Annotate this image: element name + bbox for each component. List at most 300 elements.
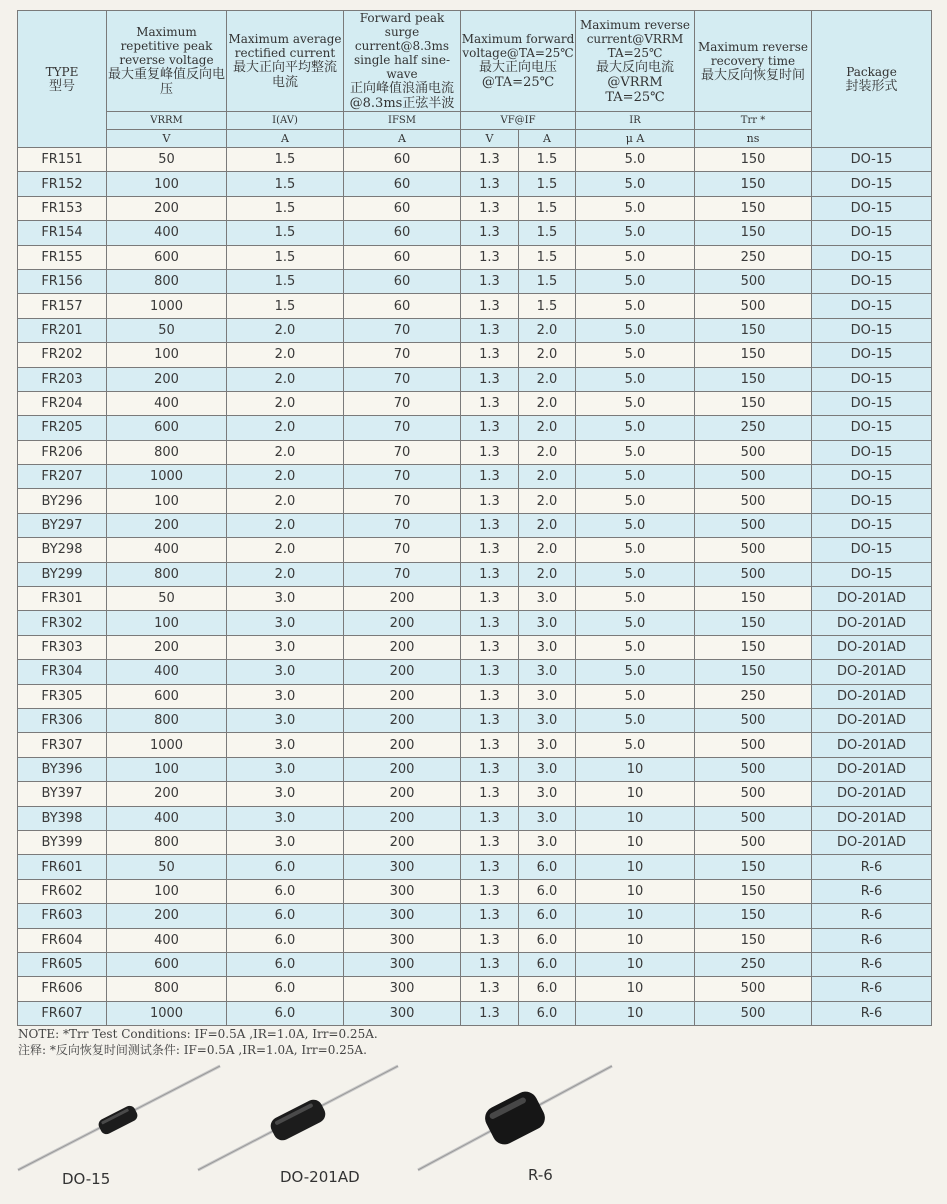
cell-vf: 1.3 <box>461 830 519 854</box>
cell-trr: 150 <box>695 343 812 367</box>
cell-vrrm: 200 <box>107 367 227 391</box>
cell-vf: 1.3 <box>461 855 519 879</box>
cell-iav: 3.0 <box>227 708 344 732</box>
unit-vrrm: V <box>107 130 227 148</box>
cell-trr: 250 <box>695 416 812 440</box>
table-row <box>18 879 932 903</box>
cell-iav: 1.5 <box>227 172 344 196</box>
symbol-iav: I(AV) <box>227 112 344 130</box>
cell-ir: 10 <box>576 855 695 879</box>
cell-ir: 5.0 <box>576 465 695 489</box>
cell-if: 1.5 <box>519 269 576 293</box>
cell-iav: 3.0 <box>227 782 344 806</box>
cell-vf: 1.3 <box>461 611 519 635</box>
cell-ir: 5.0 <box>576 196 695 220</box>
cell-vrrm: 200 <box>107 196 227 220</box>
table-row <box>18 538 932 562</box>
cell-trr: 150 <box>695 148 812 172</box>
cell-type: FR305 <box>18 684 107 708</box>
cell-type: FR301 <box>18 587 107 611</box>
cell-type: BY299 <box>18 562 107 586</box>
cell-ir: 10 <box>576 952 695 976</box>
cell-vf: 1.3 <box>461 782 519 806</box>
cell-if: 1.5 <box>519 221 576 245</box>
cell-if: 3.0 <box>519 757 576 781</box>
cell-trr: 250 <box>695 245 812 269</box>
cell-vf: 1.3 <box>461 757 519 781</box>
spec-table-body <box>18 148 932 1026</box>
cell-ifsm: 300 <box>344 879 461 903</box>
cell-package: DO-15 <box>812 269 932 293</box>
cell-ifsm: 70 <box>344 416 461 440</box>
table-row <box>18 587 932 611</box>
cell-iav: 2.0 <box>227 367 344 391</box>
table-row <box>18 221 932 245</box>
cell-trr: 500 <box>695 562 812 586</box>
table-row <box>18 513 932 537</box>
cell-type: FR204 <box>18 391 107 415</box>
table-row <box>18 269 932 293</box>
cell-type: FR602 <box>18 879 107 903</box>
cell-vrrm: 50 <box>107 855 227 879</box>
cell-vf: 1.3 <box>461 148 519 172</box>
cell-ir: 5.0 <box>576 733 695 757</box>
cell-vf: 1.3 <box>461 367 519 391</box>
table-row <box>18 977 932 1001</box>
cell-package: DO-201AD <box>812 782 932 806</box>
cell-if: 6.0 <box>519 904 576 928</box>
cell-iav: 3.0 <box>227 806 344 830</box>
cell-package: DO-201AD <box>812 587 932 611</box>
cell-iav: 6.0 <box>227 879 344 903</box>
cell-iav: 3.0 <box>227 660 344 684</box>
cell-if: 6.0 <box>519 977 576 1001</box>
cell-ir: 10 <box>576 977 695 1001</box>
cell-trr: 150 <box>695 928 812 952</box>
unit-vf: V <box>461 130 519 148</box>
do201ad-label: DO-201AD <box>280 1168 360 1186</box>
table-row <box>18 562 932 586</box>
cell-trr: 500 <box>695 733 812 757</box>
cell-vf: 1.3 <box>461 635 519 659</box>
cell-vf: 1.3 <box>461 391 519 415</box>
cell-package: DO-15 <box>812 343 932 367</box>
cell-package: DO-201AD <box>812 733 932 757</box>
cell-type: FR151 <box>18 148 107 172</box>
cell-ir: 5.0 <box>576 416 695 440</box>
cell-package: DO-15 <box>812 294 932 318</box>
cell-trr: 500 <box>695 757 812 781</box>
cell-type: FR303 <box>18 635 107 659</box>
cell-type: BY396 <box>18 757 107 781</box>
cell-iav: 2.0 <box>227 465 344 489</box>
table-row <box>18 465 932 489</box>
header-vf: Maximum forward voltage@TA=25℃ 最大正向电压@TA=25℃ <box>461 11 576 112</box>
cell-ir: 5.0 <box>576 587 695 611</box>
cell-vf: 1.3 <box>461 416 519 440</box>
cell-iav: 2.0 <box>227 416 344 440</box>
cell-type: FR153 <box>18 196 107 220</box>
cell-package: DO-15 <box>812 148 932 172</box>
cell-ir: 5.0 <box>576 635 695 659</box>
cell-vf: 1.3 <box>461 513 519 537</box>
cell-package: R-6 <box>812 1001 932 1025</box>
cell-type: FR606 <box>18 977 107 1001</box>
cell-vf: 1.3 <box>461 465 519 489</box>
cell-iav: 6.0 <box>227 977 344 1001</box>
cell-vf: 1.3 <box>461 733 519 757</box>
cell-vf: 1.3 <box>461 172 519 196</box>
cell-ifsm: 70 <box>344 343 461 367</box>
cell-vrrm: 100 <box>107 172 227 196</box>
cell-iav: 3.0 <box>227 830 344 854</box>
cell-ir: 5.0 <box>576 391 695 415</box>
cell-vf: 1.3 <box>461 660 519 684</box>
cell-vrrm: 600 <box>107 952 227 976</box>
notes <box>18 1026 378 1058</box>
cell-package: DO-15 <box>812 465 932 489</box>
table-row <box>18 708 932 732</box>
cell-ifsm: 200 <box>344 806 461 830</box>
cell-trr: 150 <box>695 635 812 659</box>
r6-label: R-6 <box>528 1166 553 1184</box>
cell-vf: 1.3 <box>461 294 519 318</box>
cell-vrrm: 100 <box>107 611 227 635</box>
cell-vf: 1.3 <box>461 538 519 562</box>
cell-if: 2.0 <box>519 367 576 391</box>
cell-iav: 6.0 <box>227 1001 344 1025</box>
cell-trr: 500 <box>695 806 812 830</box>
cell-ir: 5.0 <box>576 367 695 391</box>
cell-vrrm: 800 <box>107 562 227 586</box>
cell-ifsm: 60 <box>344 172 461 196</box>
cell-vrrm: 200 <box>107 782 227 806</box>
cell-trr: 150 <box>695 904 812 928</box>
cell-ifsm: 60 <box>344 294 461 318</box>
cell-package: DO-201AD <box>812 660 932 684</box>
cell-vrrm: 200 <box>107 635 227 659</box>
cell-trr: 500 <box>695 465 812 489</box>
cell-trr: 500 <box>695 440 812 464</box>
cell-package: DO-15 <box>812 513 932 537</box>
cell-ifsm: 200 <box>344 757 461 781</box>
note-en: NOTE: *Trr Test Conditions: IF=0.5A ,IR=1.0A, Irr=0.25A. <box>18 1027 378 1041</box>
cell-ifsm: 70 <box>344 538 461 562</box>
cell-package: DO-15 <box>812 318 932 342</box>
table-row <box>18 855 932 879</box>
note-cn: 注释: *反向恢复时间测试条件: IF=0.5A ,IR=1.0A, Irr=0.25A. <box>18 1043 367 1057</box>
table-row <box>18 660 932 684</box>
cell-iav: 6.0 <box>227 855 344 879</box>
table-row <box>18 611 932 635</box>
cell-vrrm: 200 <box>107 904 227 928</box>
cell-vrrm: 400 <box>107 391 227 415</box>
cell-iav: 2.0 <box>227 440 344 464</box>
table-row <box>18 416 932 440</box>
table-row <box>18 196 932 220</box>
cell-iav: 2.0 <box>227 538 344 562</box>
cell-ir: 10 <box>576 928 695 952</box>
cell-trr: 500 <box>695 538 812 562</box>
cell-ifsm: 70 <box>344 367 461 391</box>
unit-ifsm: A <box>344 130 461 148</box>
cell-vf: 1.3 <box>461 928 519 952</box>
header-trr: Maximum reverse recovery time 最大反向恢复时间 <box>695 11 812 112</box>
cell-ifsm: 60 <box>344 196 461 220</box>
cell-package: DO-15 <box>812 245 932 269</box>
cell-package: DO-15 <box>812 172 932 196</box>
cell-ifsm: 300 <box>344 928 461 952</box>
cell-ifsm: 60 <box>344 148 461 172</box>
cell-vrrm: 400 <box>107 928 227 952</box>
symbol-trr: Trr * <box>695 112 812 130</box>
symbol-vrrm: VRRM <box>107 112 227 130</box>
cell-iav: 2.0 <box>227 318 344 342</box>
package-illustrations <box>0 1058 947 1200</box>
cell-trr: 500 <box>695 269 812 293</box>
cell-if: 2.0 <box>519 465 576 489</box>
cell-ir: 5.0 <box>576 684 695 708</box>
cell-if: 2.0 <box>519 489 576 513</box>
cell-trr: 150 <box>695 855 812 879</box>
cell-package: DO-15 <box>812 562 932 586</box>
cell-package: DO-201AD <box>812 806 932 830</box>
cell-package: DO-201AD <box>812 708 932 732</box>
cell-vrrm: 600 <box>107 245 227 269</box>
cell-ir: 5.0 <box>576 343 695 367</box>
cell-ir: 5.0 <box>576 245 695 269</box>
cell-ir: 5.0 <box>576 513 695 537</box>
cell-package: DO-201AD <box>812 830 932 854</box>
cell-if: 2.0 <box>519 391 576 415</box>
table-row <box>18 294 932 318</box>
table-row <box>18 806 932 830</box>
cell-iav: 3.0 <box>227 684 344 708</box>
cell-ir: 5.0 <box>576 489 695 513</box>
cell-trr: 500 <box>695 489 812 513</box>
cell-type: FR202 <box>18 343 107 367</box>
cell-vf: 1.3 <box>461 562 519 586</box>
cell-vrrm: 800 <box>107 269 227 293</box>
do15-label: DO-15 <box>62 1170 111 1188</box>
cell-if: 3.0 <box>519 611 576 635</box>
cell-type: FR605 <box>18 952 107 976</box>
cell-vf: 1.3 <box>461 269 519 293</box>
cell-vrrm: 400 <box>107 538 227 562</box>
table-row <box>18 733 932 757</box>
cell-if: 3.0 <box>519 733 576 757</box>
cell-ir: 10 <box>576 1001 695 1025</box>
cell-ifsm: 60 <box>344 221 461 245</box>
cell-ifsm: 200 <box>344 684 461 708</box>
table-row <box>18 367 932 391</box>
table-row <box>18 904 932 928</box>
cell-trr: 150 <box>695 196 812 220</box>
cell-vrrm: 200 <box>107 513 227 537</box>
cell-iav: 6.0 <box>227 952 344 976</box>
cell-package: DO-15 <box>812 367 932 391</box>
cell-vf: 1.3 <box>461 440 519 464</box>
cell-trr: 150 <box>695 318 812 342</box>
cell-ir: 10 <box>576 879 695 903</box>
cell-trr: 500 <box>695 513 812 537</box>
cell-vrrm: 1000 <box>107 733 227 757</box>
cell-vf: 1.3 <box>461 952 519 976</box>
cell-ifsm: 300 <box>344 1001 461 1025</box>
cell-ifsm: 200 <box>344 587 461 611</box>
cell-iav: 3.0 <box>227 611 344 635</box>
cell-if: 2.0 <box>519 562 576 586</box>
cell-iav: 1.5 <box>227 269 344 293</box>
header-iav: Maximum average rectified current 最大正向平均整流电流 <box>227 11 344 112</box>
cell-type: FR156 <box>18 269 107 293</box>
cell-if: 3.0 <box>519 660 576 684</box>
cell-type: FR604 <box>18 928 107 952</box>
table-row <box>18 489 932 513</box>
cell-ifsm: 200 <box>344 733 461 757</box>
table-row <box>18 245 932 269</box>
cell-if: 6.0 <box>519 928 576 952</box>
cell-if: 2.0 <box>519 513 576 537</box>
cell-iav: 2.0 <box>227 343 344 367</box>
cell-iav: 2.0 <box>227 513 344 537</box>
cell-trr: 150 <box>695 879 812 903</box>
cell-package: DO-15 <box>812 196 932 220</box>
cell-ifsm: 200 <box>344 660 461 684</box>
cell-ir: 5.0 <box>576 269 695 293</box>
cell-iav: 1.5 <box>227 196 344 220</box>
unit-trr: ns <box>695 130 812 148</box>
cell-vf: 1.3 <box>461 806 519 830</box>
cell-ir: 10 <box>576 806 695 830</box>
cell-type: FR207 <box>18 465 107 489</box>
cell-vrrm: 800 <box>107 977 227 1001</box>
cell-trr: 250 <box>695 952 812 976</box>
cell-trr: 150 <box>695 172 812 196</box>
cell-ir: 5.0 <box>576 611 695 635</box>
cell-ifsm: 200 <box>344 611 461 635</box>
cell-iav: 6.0 <box>227 928 344 952</box>
cell-vf: 1.3 <box>461 318 519 342</box>
cell-iav: 3.0 <box>227 757 344 781</box>
table-row <box>18 391 932 415</box>
cell-ifsm: 70 <box>344 489 461 513</box>
cell-iav: 1.5 <box>227 245 344 269</box>
cell-type: FR203 <box>18 367 107 391</box>
cell-type: FR157 <box>18 294 107 318</box>
table-row <box>18 782 932 806</box>
cell-vf: 1.3 <box>461 587 519 611</box>
cell-ifsm: 200 <box>344 635 461 659</box>
table-row <box>18 635 932 659</box>
cell-type: FR306 <box>18 708 107 732</box>
cell-vf: 1.3 <box>461 904 519 928</box>
cell-if: 1.5 <box>519 148 576 172</box>
cell-vrrm: 100 <box>107 343 227 367</box>
cell-package: R-6 <box>812 928 932 952</box>
cell-type: BY296 <box>18 489 107 513</box>
unit-iav: A <box>227 130 344 148</box>
cell-if: 6.0 <box>519 952 576 976</box>
cell-ifsm: 300 <box>344 904 461 928</box>
cell-package: DO-201AD <box>812 635 932 659</box>
cell-package: R-6 <box>812 879 932 903</box>
cell-trr: 150 <box>695 660 812 684</box>
cell-vf: 1.3 <box>461 221 519 245</box>
cell-type: FR304 <box>18 660 107 684</box>
cell-if: 3.0 <box>519 830 576 854</box>
cell-type: BY399 <box>18 830 107 854</box>
r6-diode-icon <box>418 1066 612 1170</box>
cell-type: FR603 <box>18 904 107 928</box>
cell-type: FR152 <box>18 172 107 196</box>
cell-trr: 500 <box>695 830 812 854</box>
cell-ir: 5.0 <box>576 294 695 318</box>
table-row <box>18 928 932 952</box>
cell-ifsm: 60 <box>344 269 461 293</box>
cell-vf: 1.3 <box>461 879 519 903</box>
cell-if: 6.0 <box>519 855 576 879</box>
cell-vf: 1.3 <box>461 489 519 513</box>
cell-iav: 1.5 <box>227 294 344 318</box>
cell-package: DO-15 <box>812 221 932 245</box>
cell-if: 3.0 <box>519 684 576 708</box>
table-row <box>18 1001 932 1025</box>
cell-type: FR154 <box>18 221 107 245</box>
cell-ir: 10 <box>576 782 695 806</box>
cell-type: FR155 <box>18 245 107 269</box>
header-vrrm: Maximum repetitive peak reverse voltage 最大重复峰值反向电压 <box>107 11 227 112</box>
cell-ifsm: 70 <box>344 465 461 489</box>
cell-if: 1.5 <box>519 172 576 196</box>
header-package: Package 封装形式 <box>812 11 932 148</box>
cell-iav: 3.0 <box>227 587 344 611</box>
cell-ifsm: 200 <box>344 830 461 854</box>
cell-if: 3.0 <box>519 635 576 659</box>
cell-vrrm: 600 <box>107 684 227 708</box>
diode-drawings <box>0 1058 947 1200</box>
cell-type: FR201 <box>18 318 107 342</box>
cell-if: 2.0 <box>519 318 576 342</box>
table-row <box>18 440 932 464</box>
cell-type: FR601 <box>18 855 107 879</box>
cell-type: FR206 <box>18 440 107 464</box>
cell-ifsm: 200 <box>344 708 461 732</box>
symbol-ir: IR <box>576 112 695 130</box>
cell-ifsm: 70 <box>344 562 461 586</box>
cell-ir: 5.0 <box>576 708 695 732</box>
table-row <box>18 172 932 196</box>
cell-ir: 10 <box>576 904 695 928</box>
cell-type: FR307 <box>18 733 107 757</box>
cell-ir: 5.0 <box>576 318 695 342</box>
cell-if: 3.0 <box>519 806 576 830</box>
do201ad-diode-icon <box>198 1066 398 1170</box>
cell-vrrm: 400 <box>107 221 227 245</box>
cell-vf: 1.3 <box>461 708 519 732</box>
cell-package: DO-15 <box>812 416 932 440</box>
cell-ifsm: 70 <box>344 318 461 342</box>
cell-trr: 500 <box>695 708 812 732</box>
cell-trr: 500 <box>695 294 812 318</box>
table-row <box>18 343 932 367</box>
cell-if: 2.0 <box>519 538 576 562</box>
cell-vrrm: 1000 <box>107 1001 227 1025</box>
cell-package: DO-15 <box>812 538 932 562</box>
cell-package: DO-201AD <box>812 611 932 635</box>
spec-table <box>17 10 932 1026</box>
cell-trr: 150 <box>695 221 812 245</box>
